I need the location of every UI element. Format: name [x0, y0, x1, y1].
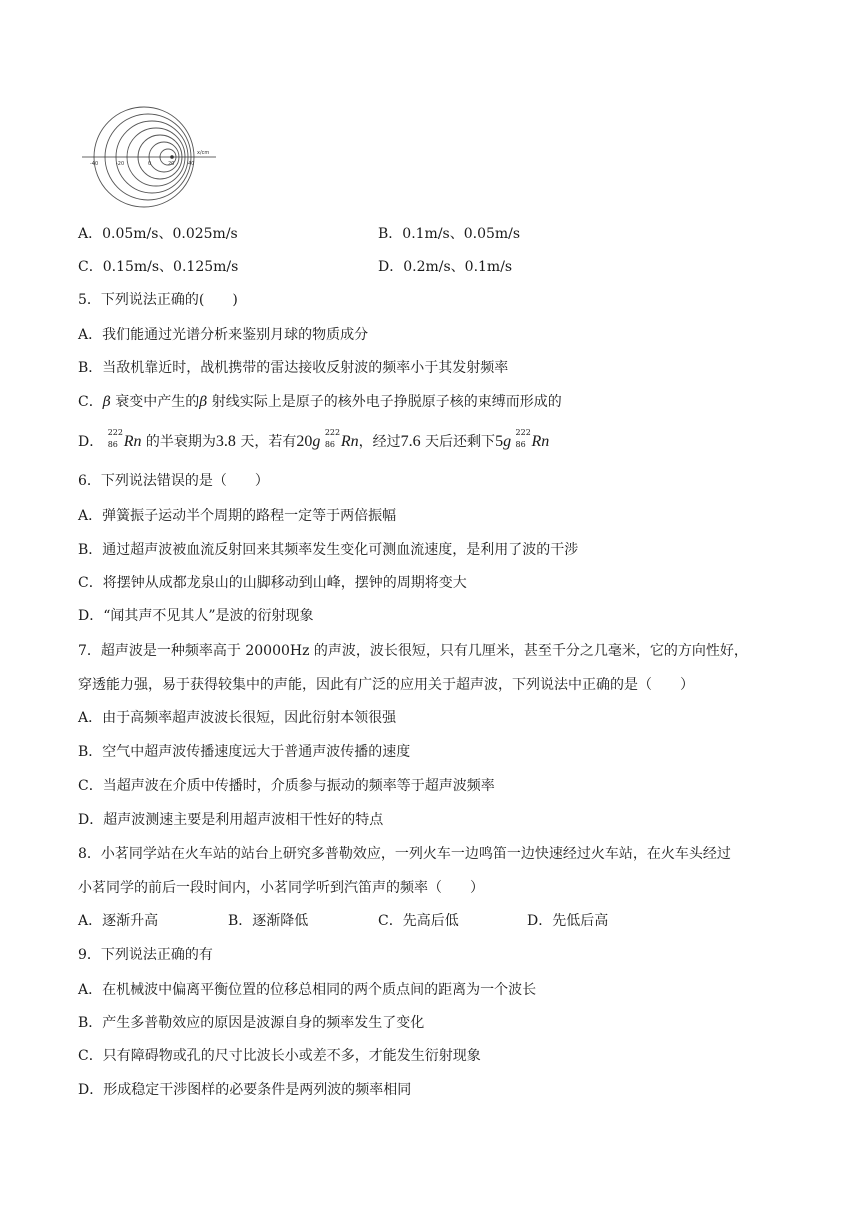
beta-symbol: β [199, 394, 208, 410]
q9-stem: 9．下列说法正确的有 [78, 947, 213, 963]
tick-label: 20 [168, 161, 175, 167]
q9-option-c: C．只有障碍物或孔的尺寸比波长小或差不多，才能发生衍射现象 [78, 1048, 481, 1064]
q5-d-text: 天后还剩下 [420, 434, 496, 450]
element-symbol: Rn [531, 433, 550, 450]
q4-option-c: C．0.15m/s、0.125m/s [78, 259, 239, 275]
q9-option-a: A．在机械波中偏离平衡位置的位移总相同的两个质点间的距离为一个波长 [78, 982, 537, 998]
q9-option-d: D．形成稳定干涉图样的必要条件是两列波的频率相同 [78, 1082, 412, 1098]
q8-stem-line1: 8．小茗同学站在火车站的站台上研究多普勒效应，一列火车一边鸣笛一边快速经过火车站，在火车头经过 [78, 846, 731, 862]
q8-option-a: A．逐渐升高 [78, 913, 159, 929]
q5-c-label: C． [78, 394, 103, 410]
isotope-notation: 222 86 [324, 428, 341, 449]
q6-option-b: B．通过超声波被血流反射回来其频率发生变化可测血流速度，是利用了波的干涉 [78, 542, 579, 558]
remaining-mass-value: 5 [495, 433, 504, 450]
isotope-notation: 222 86 [515, 428, 531, 449]
wave-source-dot [170, 155, 174, 159]
wave-circles-figure [76, 100, 226, 210]
q9-option-b: B．产生多普勒效应的原因是波源自身的频率发生了变化 [78, 1015, 425, 1031]
q4-option-a: A．0.05m/s、0.025m/s [78, 226, 238, 242]
q5-d-text: 天，若有 [235, 434, 297, 450]
time-value: 7.6 [400, 433, 421, 450]
q7-option-a: A．由于高频率超声波波长很短，因此衍射本领很强 [78, 710, 397, 726]
q8-stem-line2: 小茗同学的前后一段时间内，小茗同学听到汽笛声的频率（ ） [78, 880, 484, 896]
q5-d-label: D． [78, 434, 104, 450]
q4-option-b: B．0.1m/s、0.05m/s [378, 226, 521, 242]
tick-label: -20 [116, 161, 125, 167]
beta-symbol: β [102, 394, 111, 410]
q5-option-d [78, 430, 800, 452]
tick-label: 40 [188, 161, 195, 167]
gram-unit: g [312, 433, 321, 450]
q7-option-b: B．空气中超声波传播速度远大于普通声波传播的速度 [78, 744, 411, 760]
element-symbol: Rn [340, 433, 359, 450]
gram-unit: g [503, 433, 512, 450]
q5-d-text: ，经过 [358, 434, 401, 450]
q5-c-text: 射线实际上是原子的核外电子挣脱原子核的束缚而形成的 [207, 394, 562, 410]
q6-stem: 6．下列说法错误的是（ ） [78, 473, 269, 489]
mass-value: 20 [296, 433, 313, 450]
q7-option-d: D．超声波测速主要是利用超声波相干性好的特点 [78, 812, 384, 828]
q6-option-a: A．弹簧振子运动半个周期的路程一定等于两倍振幅 [78, 508, 397, 524]
q7-option-c: C．当超声波在介质中传播时，介质参与振动的频率等于超声波频率 [78, 778, 495, 794]
tick-label: -40 [90, 161, 99, 167]
q5-d-text: 的半衰期为 [141, 434, 216, 450]
tick-label: 0 [148, 161, 152, 167]
q5-stem: 5．下列说法正确的( ) [78, 292, 238, 308]
q5-option-c [78, 392, 800, 412]
q5-c-text: 衰变中产生的 [110, 394, 200, 410]
isotope-notation: 222 86 [107, 428, 123, 449]
q8-option-c: C．先高后低 [378, 913, 459, 929]
q5-option-b: B．当敌机靠近时，战机携带的雷达接收反射波的频率小于其发射频率 [78, 360, 509, 376]
q7-stem-line2: 穿透能力强，易于获得较集中的声能，因此有广泛的应用关于超声波，下列说法中正确的是（ ） [78, 677, 694, 693]
q8-option-d: D．先低后高 [527, 913, 609, 929]
q4-option-d: D．0.2m/s、0.1m/s [378, 259, 513, 275]
q6-option-c: C．将摆钟从成都龙泉山的山脚移动到山峰，摆钟的周期将变大 [78, 575, 467, 591]
q6-option-d: D．“闻其声不见其人”是波的衍射现象 [78, 608, 314, 624]
q7-stem-line1: 7．超声波是一种频率高于 20000Hz 的声波，波长很短，只有几厘米，甚至千分之几毫米，它的方向性好， [78, 643, 748, 659]
element-symbol: Rn [123, 433, 142, 450]
half-life-value: 3.8 [215, 433, 236, 450]
q5-option-a: A．我们能通过光谱分析来鉴别月球的物质成分 [78, 327, 369, 343]
q8-option-b: B．逐渐降低 [228, 913, 309, 929]
axis-label: x/cm [197, 150, 210, 156]
